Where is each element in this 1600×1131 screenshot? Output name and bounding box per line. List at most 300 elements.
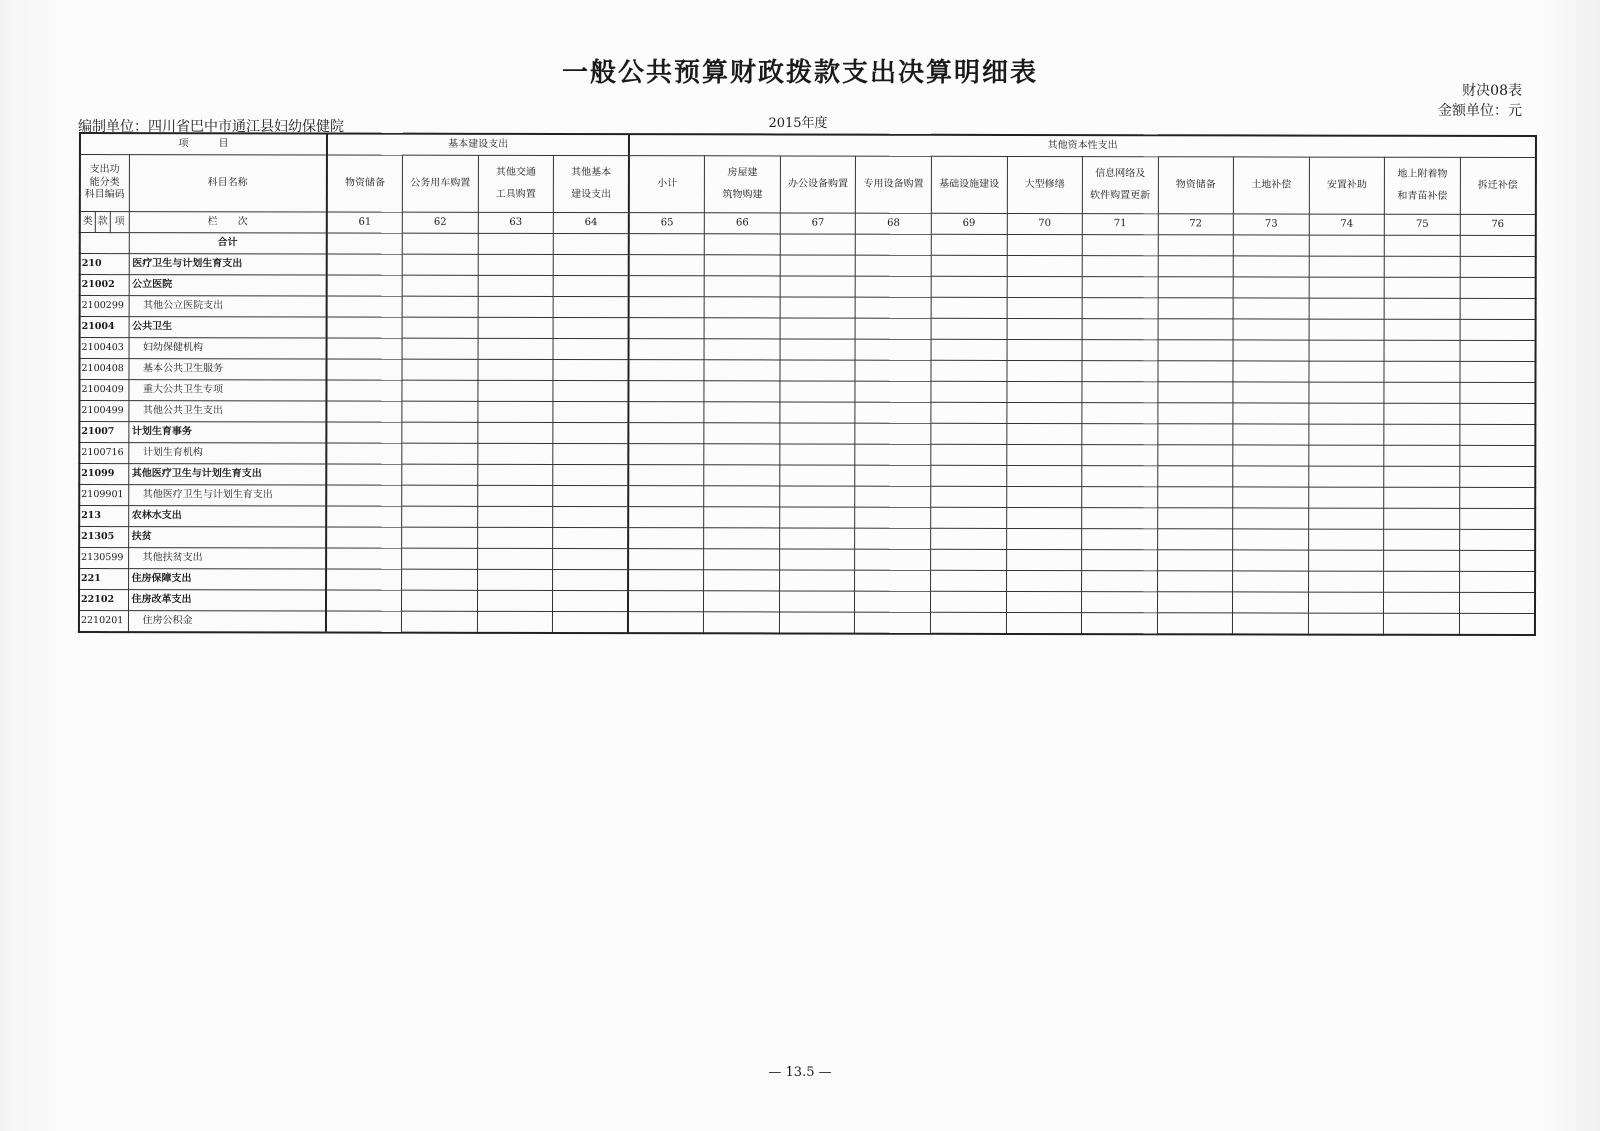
value-cell (931, 318, 1007, 339)
subject-code: 2100403 (80, 338, 129, 359)
value-cell (1233, 529, 1309, 550)
value-cell (1309, 277, 1385, 298)
table-row (79, 611, 1535, 636)
table-row (79, 401, 1535, 425)
func-code-header: 支出功 能分类 科目编码 (80, 155, 129, 212)
column-header-74: 安置补助 (1309, 157, 1385, 214)
value-cell (553, 464, 629, 485)
value-cell (704, 339, 780, 360)
value-cell (1384, 445, 1460, 466)
column-number-73: 73 (1233, 214, 1309, 235)
value-cell (1309, 235, 1385, 256)
value-cell (1082, 424, 1158, 445)
value-cell (1460, 298, 1536, 319)
value-cell (1460, 361, 1536, 382)
table-row (80, 338, 1536, 362)
value-cell (931, 507, 1007, 528)
value-cell (1006, 444, 1082, 465)
value-cell (477, 611, 553, 633)
column-header-61: 物资储备 (327, 155, 403, 212)
value-cell (553, 527, 629, 548)
subject-name: 其他医疗卫生与计划生育支出 (128, 464, 326, 485)
value-cell (1157, 529, 1233, 550)
value-cell (628, 591, 704, 612)
value-cell (1006, 402, 1082, 423)
value-cell (326, 506, 402, 527)
value-cell (629, 276, 705, 297)
value-cell (855, 465, 931, 486)
subject-code: 21004 (80, 317, 129, 338)
value-cell (402, 359, 478, 380)
value-cell (704, 591, 780, 612)
value-cell (1007, 255, 1083, 276)
subject-name: 妇幼保健机构 (129, 338, 327, 359)
value-cell (1460, 256, 1536, 277)
value-cell (1082, 466, 1158, 487)
value-cell (1233, 277, 1309, 298)
value-cell (855, 444, 931, 465)
value-cell (779, 612, 855, 634)
value-cell (931, 423, 1007, 444)
value-cell (553, 359, 629, 380)
value-cell (1233, 361, 1309, 382)
value-cell (327, 338, 403, 359)
value-cell (1384, 319, 1460, 340)
value-cell (1006, 528, 1082, 549)
value-cell (327, 254, 403, 275)
value-cell (1384, 298, 1460, 319)
value-cell (402, 569, 478, 590)
value-cell (855, 528, 931, 549)
value-cell (1157, 571, 1233, 592)
value-cell (1309, 403, 1385, 424)
value-cell (629, 381, 705, 402)
table-row (79, 548, 1535, 572)
value-cell (553, 422, 629, 443)
value-cell (553, 317, 629, 338)
value-cell (780, 234, 856, 255)
subject-code: 2100408 (79, 359, 128, 380)
value-cell (1082, 256, 1158, 277)
value-cell (1157, 613, 1233, 635)
value-cell (931, 255, 1007, 276)
value-cell (1308, 508, 1384, 529)
subject-code: 2210201 (79, 611, 128, 633)
value-cell (1460, 235, 1536, 256)
value-cell (855, 507, 931, 528)
value-cell (1308, 529, 1384, 550)
column-number-61: 61 (327, 212, 403, 233)
value-cell (402, 443, 478, 464)
value-cell (780, 339, 856, 360)
value-cell (1082, 235, 1158, 256)
value-cell (477, 590, 553, 611)
value-cell (326, 422, 402, 443)
value-cell (478, 317, 554, 338)
value-cell (629, 465, 705, 486)
subject-name: 住房公积金 (128, 611, 326, 633)
value-cell (1007, 339, 1083, 360)
lei-header: 类 (80, 212, 95, 233)
subject-name: 重大公共卫生专项 (128, 380, 326, 401)
subject-name: 基本公共卫生服务 (128, 359, 326, 380)
subject-code: 2100499 (79, 401, 128, 422)
column-number-69: 69 (931, 213, 1007, 234)
value-cell (704, 570, 780, 591)
subject-code: 221 (79, 569, 128, 590)
value-cell (780, 360, 856, 381)
subject-code: 21099 (79, 464, 128, 485)
subject-name: 医疗卫生与计划生育支出 (129, 254, 327, 275)
value-cell (779, 549, 855, 570)
value-cell (477, 443, 553, 464)
value-cell (477, 485, 553, 506)
subject-name: 公立医院 (129, 275, 327, 296)
value-cell (629, 423, 705, 444)
table-row (80, 275, 1536, 299)
value-cell (628, 612, 704, 634)
value-cell (402, 527, 478, 548)
column-number-65: 65 (629, 213, 705, 234)
page-number: — 13.5 — (768, 1065, 832, 1080)
value-cell (1157, 487, 1233, 508)
value-cell (1309, 424, 1385, 445)
value-cell (402, 422, 478, 443)
value-cell (931, 381, 1007, 402)
value-cell (780, 444, 856, 465)
value-cell (1384, 235, 1460, 256)
value-cell (1384, 550, 1460, 571)
value-cell (1308, 445, 1384, 466)
value-cell (855, 423, 931, 444)
value-cell (1158, 298, 1234, 319)
value-cell (1006, 507, 1082, 528)
value-cell (855, 381, 931, 402)
value-cell (931, 528, 1007, 549)
value-cell (1384, 361, 1460, 382)
value-cell (478, 380, 554, 401)
value-cell (1233, 256, 1309, 277)
total-row (80, 233, 1536, 257)
column-header-64: 其他基本 建设支出 (554, 155, 630, 212)
value-cell (1460, 340, 1536, 361)
value-cell (1309, 382, 1385, 403)
value-cell (1384, 613, 1460, 635)
value-cell (779, 591, 855, 612)
value-cell (402, 485, 478, 506)
value-cell (402, 548, 478, 569)
value-cell (856, 297, 932, 318)
value-cell (326, 590, 402, 611)
value-cell (1233, 508, 1309, 529)
xiang-header: 项 (110, 212, 128, 233)
value-cell (553, 254, 629, 275)
subject-code: 2100299 (80, 296, 129, 317)
subject-code: 21002 (80, 275, 129, 296)
value-cell (1233, 571, 1309, 592)
value-cell (1158, 319, 1234, 340)
subject-code: 21305 (79, 527, 128, 548)
value-cell (704, 297, 780, 318)
value-cell (704, 318, 780, 339)
value-cell (1233, 613, 1309, 635)
value-cell (1082, 445, 1158, 466)
value-cell (402, 233, 478, 254)
value-cell (705, 255, 781, 276)
value-cell (1158, 235, 1234, 256)
value-cell (931, 465, 1007, 486)
value-cell (780, 465, 856, 486)
amount-unit: 金额单位：元 (1438, 103, 1522, 119)
value-cell (1460, 403, 1536, 424)
total-label: 合计 (129, 233, 327, 254)
value-cell (402, 296, 478, 317)
column-number-64: 64 (554, 212, 630, 233)
value-cell (1006, 612, 1082, 634)
value-cell (402, 611, 478, 633)
value-cell (402, 317, 478, 338)
value-cell (478, 275, 554, 296)
value-cell (1459, 613, 1535, 635)
value-cell (704, 465, 780, 486)
table-row (79, 422, 1535, 446)
value-cell (930, 612, 1006, 634)
value-cell (1233, 466, 1309, 487)
value-cell (326, 527, 402, 548)
value-cell (402, 464, 478, 485)
value-cell (1233, 340, 1309, 361)
column-header-72: 物资储备 (1158, 157, 1234, 214)
value-cell (1006, 381, 1082, 402)
value-cell (553, 590, 629, 611)
value-cell (629, 444, 705, 465)
value-cell (478, 254, 554, 275)
table-row (80, 254, 1536, 278)
value-cell (1460, 466, 1536, 487)
subject-code: 213 (79, 506, 128, 527)
value-cell (553, 548, 629, 569)
value-cell (629, 360, 705, 381)
value-cell (326, 548, 402, 569)
table-row (79, 464, 1535, 488)
value-cell (1384, 508, 1460, 529)
value-cell (1309, 298, 1385, 319)
subject-name: 其他公立医院支出 (129, 296, 327, 317)
kuan-header: 款 (95, 212, 110, 233)
value-cell (855, 402, 931, 423)
subject-name: 计划生育事务 (128, 422, 326, 443)
value-cell (704, 507, 780, 528)
value-cell (931, 234, 1007, 255)
value-cell (326, 569, 402, 590)
value-cell (553, 296, 629, 317)
value-cell (855, 318, 931, 339)
value-cell (1459, 550, 1535, 571)
value-cell (779, 570, 855, 591)
value-cell (478, 401, 554, 422)
value-cell (1082, 277, 1158, 298)
value-cell (629, 339, 705, 360)
value-cell (780, 276, 856, 297)
value-cell (1007, 234, 1083, 255)
column-number-72: 72 (1158, 214, 1234, 235)
value-cell (1233, 382, 1309, 403)
value-cell (629, 318, 705, 339)
subject-code: 210 (80, 254, 129, 275)
value-cell (326, 464, 402, 485)
value-cell (629, 234, 705, 255)
column-header-67: 办公设备购置 (780, 156, 856, 213)
value-cell (628, 528, 704, 549)
value-cell (629, 255, 705, 276)
value-cell (1384, 256, 1460, 277)
value-cell (931, 402, 1007, 423)
column-number-70: 70 (1007, 213, 1083, 234)
value-cell (326, 401, 402, 422)
value-cell (478, 233, 554, 254)
column-number-71: 71 (1082, 214, 1158, 235)
value-cell (1308, 571, 1384, 592)
value-cell (478, 422, 554, 443)
value-cell (327, 296, 403, 317)
value-cell (477, 464, 553, 485)
value-cell (780, 486, 856, 507)
subject-name: 其他医疗卫生与计划生育支出 (128, 485, 326, 506)
value-cell (1006, 360, 1082, 381)
value-cell (1082, 319, 1158, 340)
value-cell (704, 528, 780, 549)
value-cell (1157, 445, 1233, 466)
column-header-71: 信息网络及 软件购置更新 (1082, 157, 1158, 214)
value-cell (855, 612, 931, 634)
value-cell (1384, 592, 1460, 613)
other-capital-header: 其他资本性支出 (629, 134, 1536, 157)
value-cell (780, 507, 856, 528)
value-cell (931, 360, 1007, 381)
value-cell (1308, 592, 1384, 613)
column-number-67: 67 (780, 213, 856, 234)
value-cell (402, 506, 478, 527)
value-cell (553, 569, 629, 590)
value-cell (1384, 382, 1460, 403)
value-cell (553, 338, 629, 359)
value-cell (1082, 487, 1158, 508)
value-cell (1157, 592, 1233, 613)
value-cell (1082, 361, 1158, 382)
value-cell (402, 338, 478, 359)
value-cell (1460, 424, 1536, 445)
value-cell (1158, 277, 1234, 298)
value-cell (1384, 277, 1460, 298)
subject-name: 住房改革支出 (128, 590, 326, 611)
column-row-label: 栏 次 (129, 212, 327, 233)
value-cell (628, 570, 704, 591)
value-cell (327, 233, 403, 254)
value-cell (326, 485, 402, 506)
fiscal-year: 2015年度 (768, 116, 828, 131)
column-header-73: 土地补偿 (1233, 157, 1309, 214)
value-cell (704, 486, 780, 507)
value-cell (780, 255, 856, 276)
value-cell (1309, 361, 1385, 382)
subject-name: 扶贫 (128, 527, 326, 548)
value-cell (1384, 466, 1460, 487)
subject-name: 计划生育机构 (128, 443, 326, 464)
value-cell (1233, 319, 1309, 340)
value-cell (1309, 340, 1385, 361)
table-row (79, 527, 1535, 551)
subject-code: 2109901 (79, 485, 128, 506)
value-cell (553, 380, 629, 401)
value-cell (1384, 529, 1460, 550)
value-cell (1309, 319, 1385, 340)
value-cell (780, 318, 856, 339)
table-row (79, 485, 1535, 509)
value-cell (477, 569, 553, 590)
subject-name: 公共卫生 (129, 317, 327, 338)
value-cell (327, 359, 403, 380)
value-cell (477, 527, 553, 548)
value-cell (1006, 570, 1082, 591)
table-row (80, 317, 1536, 341)
value-cell (855, 360, 931, 381)
value-cell (1158, 382, 1234, 403)
value-cell (855, 339, 931, 360)
table-row (79, 380, 1535, 404)
value-cell (855, 570, 931, 591)
value-cell (1308, 550, 1384, 571)
value-cell (704, 381, 780, 402)
column-header-63: 其他交通 工具购置 (478, 155, 554, 212)
value-cell (327, 317, 403, 338)
column-number-68: 68 (856, 213, 932, 234)
value-cell (326, 443, 402, 464)
value-cell (931, 486, 1007, 507)
value-cell (856, 234, 932, 255)
table-row (80, 296, 1536, 320)
value-cell (855, 486, 931, 507)
value-cell (1157, 550, 1233, 571)
value-cell (629, 297, 705, 318)
value-cell (856, 276, 932, 297)
item-header: 项 目 (80, 133, 327, 155)
value-cell (856, 255, 932, 276)
value-cell (1459, 592, 1535, 613)
table-row (79, 590, 1535, 614)
value-cell (477, 506, 553, 527)
value-cell (478, 338, 554, 359)
value-cell (930, 570, 1006, 591)
value-cell (477, 548, 553, 569)
value-cell (402, 401, 478, 422)
value-cell (1384, 424, 1460, 445)
value-cell (780, 402, 856, 423)
column-header-65: 小计 (629, 156, 705, 213)
column-header-68: 专用设备购置 (856, 156, 932, 213)
value-cell (402, 590, 478, 611)
subject-code: 22102 (79, 590, 128, 611)
value-cell (704, 402, 780, 423)
value-cell (628, 549, 704, 570)
value-cell (1459, 529, 1535, 550)
value-cell (326, 611, 402, 633)
value-cell (1233, 424, 1309, 445)
value-cell (327, 275, 403, 296)
value-cell (1308, 487, 1384, 508)
value-cell (931, 297, 1007, 318)
value-cell (704, 612, 780, 634)
value-cell (1082, 298, 1158, 319)
